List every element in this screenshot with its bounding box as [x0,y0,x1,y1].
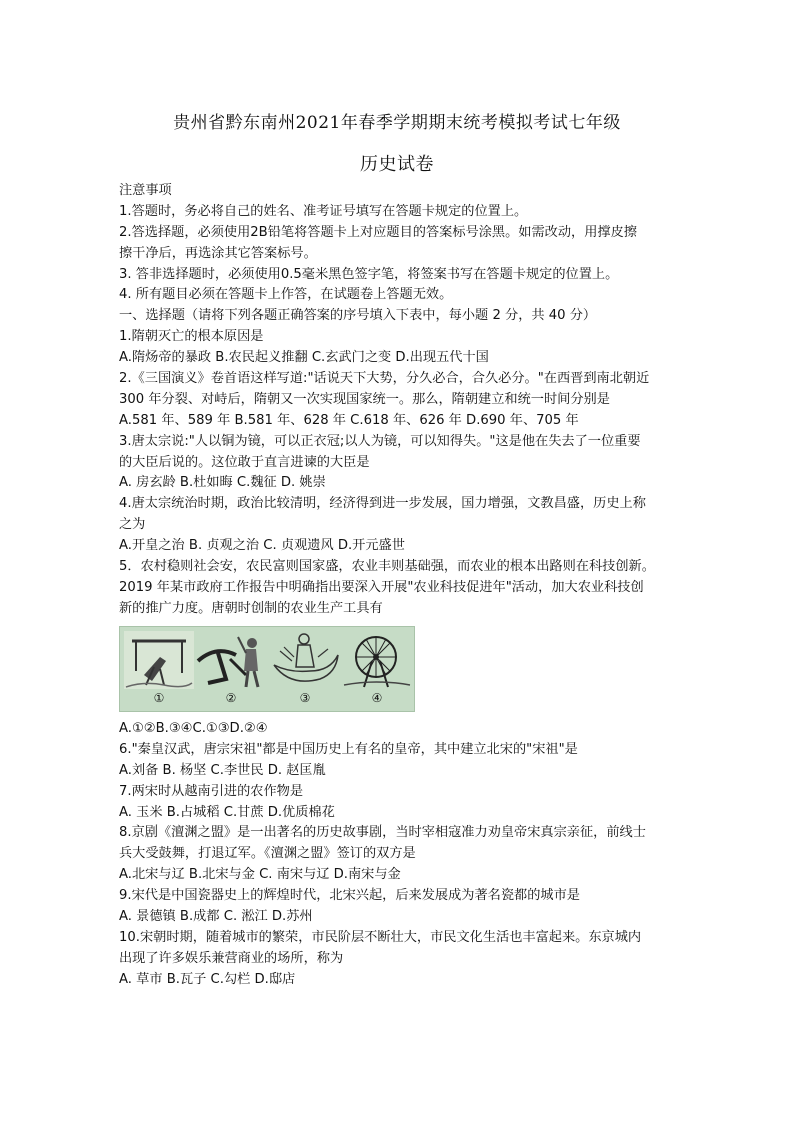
tool-2-label: ② [225,691,237,705]
question-line: 8.京剧《澶渊之盟》是一出著名的历史故事剧，当时宰相寇准力劝皇帝宋真宗亲征，前线士 [119,825,646,841]
tool-3-image [270,631,340,689]
options-line: A.北宋与辽 B.北宋与金 C. 南宋与辽 D.南宋与金 [119,867,401,883]
question-line: 兵大受鼓舞，打退辽军。《澶渊之盟》签订的双方是 [119,846,416,862]
tool-3-label: ③ [299,691,311,705]
question-line: 7.两宋时从越南引进的农作物是 [119,783,304,799]
options-line: A.581 年、589 年 B.581 年、628 年 C.618 年、626 年 D.690 年、705 年 [119,412,579,428]
tool-2-image [196,631,266,689]
options-line: A.开皇之治 B. 贞观之治 C. 贞观遗风 D.开元盛世 [119,538,405,554]
options-line: A. 玉米 B.占城稻 C.甘蔗 D.优质棉花 [119,804,335,820]
question-line: 10.宋朝时期，随着城市的繁荣，市民阶层不断壮大，市民文化生活也丰富起来。东京城内 [119,929,642,945]
options-line: A.刘备 B. 杨坚 C.李世民 D. 赵匡胤 [119,762,326,778]
exam-title: 贵州省黔东南州2021年春季学期期末统考模拟考试七年级 [173,113,621,133]
notice-line: 1.答题时，务必将自己的姓名、准考证号填写在答题卡规定的位置上。 [119,203,528,219]
options-line: A. 草市 B.瓦子 C.勾栏 D.邸店 [119,971,296,987]
question-line: 的大臣后说的。这位敢于直言进谏的大臣是 [119,454,370,470]
tool-4-label: ④ [371,691,383,705]
question-line: 9.宋代是中国瓷器史上的辉煌时代，北宋兴起，后来发展成为著名瓷都的城市是 [119,888,580,904]
section-heading: 一、选择题（请将下列各题正确答案的序号填入下表中，每小题 2 分，共 40 分） [119,308,597,324]
question-line: 3.唐太宗说:"人以铜为镜，可以正衣冠;以人为镜，可以知得失。"这是他在失去了一位重要 [119,433,641,449]
notice-heading: 注意事项 [119,183,172,198]
notice-line: 2.答选择题，必须使用2B铅笔将答题卡上对应题目的答案标号涂黑。如需改动，用撑皮擦 [119,224,637,240]
question-line: 2019 年某市政府工作报告中明确指出要深入开展"农业科技促进年"活动，加大农业科技创 [119,579,644,595]
exam-body-bottom [119,719,687,991]
options-line: A. 景德镇 B.成都 C. 淞江 D.苏州 [119,909,313,925]
question-line: 5．农村稳则社会安，农民富则国家盛，农业丰则基础强，而农业的根本出路则在科技创新。 [119,559,655,575]
question-line: 2.《三国演义》卷首语这样写道:"话说天下大势，分久必合，合久必分。"在西晋到南北朝近 [119,371,650,387]
farm-tools-figure [119,626,415,712]
question-line: 1.隋朝灭亡的根本原因是 [119,329,264,345]
question-line: 6."秦皇汉武，唐宗宋祖"都是中国历史上有名的皇帝，其中建立北宋的"宋祖"是 [119,741,578,757]
notice-line: 3. 答非选择题时，必须使用0.5毫米黑色签字笔，将签案书写在答题卡规定的位置上。 [119,266,619,282]
options-line: A.隋炀帝的暴政 B.农民起义推翻 C.玄武门之变 D.出现五代十国 [119,350,489,366]
question-line: 4.唐太宗统治时期，政治比较清明，经济得到进一步发展，国力增强，文教昌盛，历史上称 [119,496,646,512]
notice-line: 擦干净后，再选涂其它答案标号。 [119,245,317,261]
question-line: 之为 [119,517,146,533]
exam-body-top [119,181,687,620]
tool-1-label: ① [153,691,165,705]
exam-subtitle: 历史试卷 [360,154,434,175]
tool-4-image [342,631,412,689]
question-line: 新的推广力度。唐朝时创制的农业生产工具有 [119,600,383,616]
question-line: 出现了许多娱乐兼营商业的场所，称为 [119,950,344,966]
tool-1-image [124,631,194,689]
notice-line: 4. 所有题目必须在答题卡上作答，在试题卷上答题无效。 [119,287,453,303]
question-line: 300 年分裂、对峙后，隋朝又一次实现国家统一。那么，隋朝建立和统一时间分别是 [119,391,610,407]
options-line: A.①②B.③④C.①③D.②④ [119,721,268,736]
options-line: A. 房玄龄 B.杜如晦 C.魏征 D. 姚崇 [119,475,326,491]
